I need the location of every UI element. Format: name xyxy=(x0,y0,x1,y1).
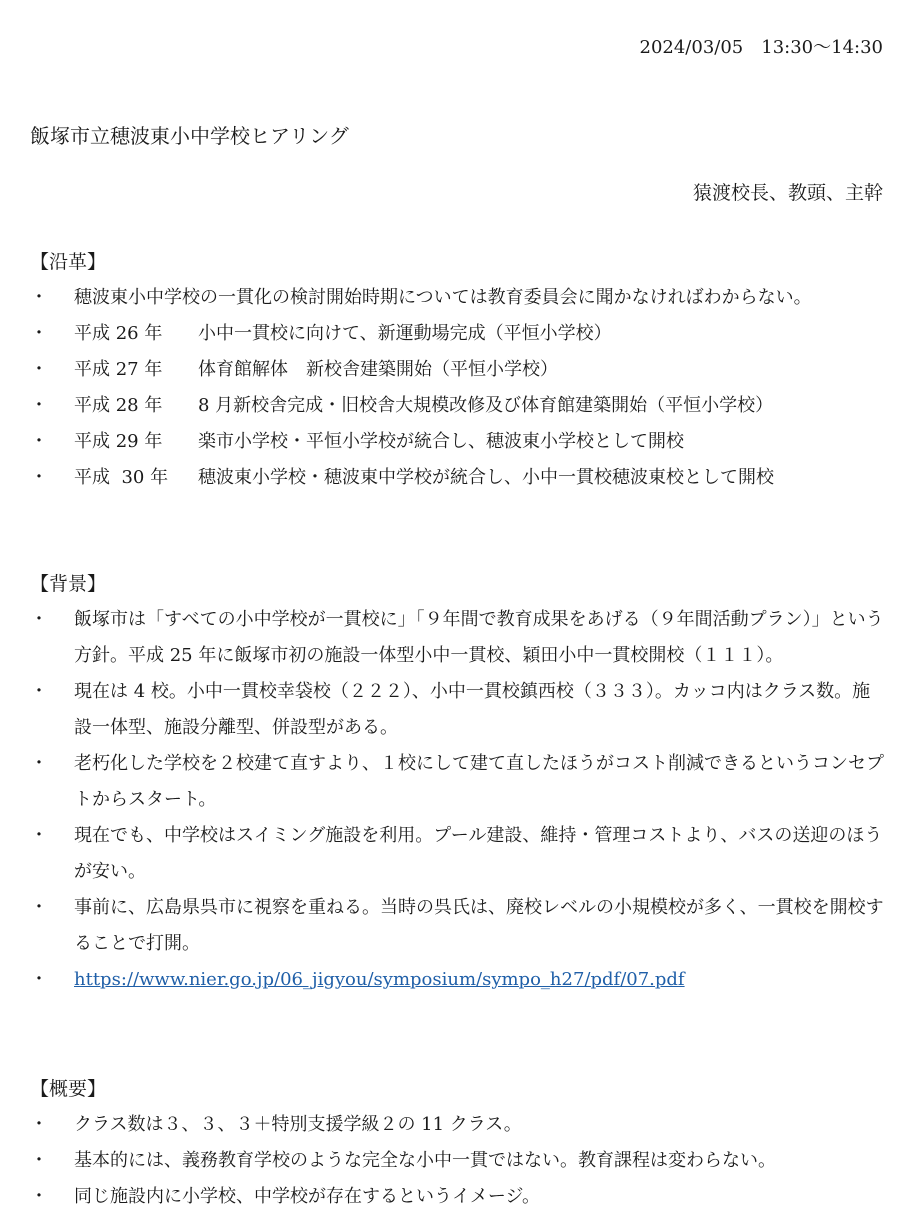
bullet-mark: ・ xyxy=(30,467,48,488)
list-item xyxy=(30,818,886,890)
list-item xyxy=(30,1143,886,1179)
list-item xyxy=(30,1107,886,1143)
list-item xyxy=(30,388,886,424)
overview-text: クラス数は３、３、３＋特別支援学級２の 11 クラス。 xyxy=(74,1114,522,1135)
background-text: 事前に、広島県呉市に視察を重ねる。当時の呉氏は、廃校レベルの小規模校が多く、一貫校を開校することで打開。 xyxy=(74,897,884,954)
list-item xyxy=(30,890,886,962)
bullet-mark: ・ xyxy=(30,753,48,774)
background-text: 飯塚市は「すべての小中学校が一貫校に」「９年間で教育成果をあげる（９年間活動プラン）」という方針。平成 25 年に飯塚市初の施設一体型小中一貫校、穎田小中一貫校開校（１１１）。 xyxy=(74,609,884,666)
list-item xyxy=(30,424,886,460)
meeting-datetime: 2024/03/05 13:30～14:30 xyxy=(639,37,883,58)
document-title: 飯塚市立穂波東小中学校ヒアリング xyxy=(30,124,349,148)
list-item xyxy=(30,316,886,352)
background-heading: 【背景】 xyxy=(30,573,107,595)
history-year: 平成 30 年 xyxy=(74,467,169,488)
list-item xyxy=(30,674,886,746)
history-year: 平成 27 年 xyxy=(74,359,163,380)
reference-link[interactable]: https://www.nier.go.jp/06_jigyou/symposium/sympo_h27/pdf/07.pdf xyxy=(74,969,685,990)
overview-text: 基本的には、義務教育学校のような完全な小中一貫ではない。教育課程は変わらない。 xyxy=(74,1150,776,1171)
list-item xyxy=(30,1179,886,1215)
bullet-mark: ・ xyxy=(30,609,48,630)
history-text: 楽市小学校・平恒小学校が統合し、穂波東小学校として開校 xyxy=(198,431,684,452)
history-year: 平成 29 年 xyxy=(74,431,163,452)
bullet-mark: ・ xyxy=(30,681,48,702)
bullet-mark: ・ xyxy=(30,897,48,918)
history-text: 穂波東小学校・穂波東中学校が統合し、小中一貫校穂波東校として開校 xyxy=(198,467,774,488)
background-text: 現在でも、中学校はスイミング施設を利用。プール建設、維持・管理コストより、バスの送迎のほうが安い。 xyxy=(74,825,883,882)
list-item xyxy=(30,352,886,388)
bullet-mark: ・ xyxy=(30,825,48,846)
history-text: 8 月新校舎完成・旧校舎大規模改修及び体育館建築開始（平恒小学校） xyxy=(198,395,774,416)
attendees: 猿渡校長、教頭、主幹 xyxy=(692,182,883,204)
bullet-mark: ・ xyxy=(30,1114,48,1135)
history-section xyxy=(30,244,886,496)
overview-text: 同じ施設内に小学校、中学校が存在するというイメージ。 xyxy=(74,1186,541,1207)
bullet-mark: ・ xyxy=(30,395,48,416)
history-heading: 【沿革】 xyxy=(30,251,107,273)
background-text: 老朽化した学校を２校建て直すより、１校にして建て直したほうがコスト削減できるというコンセプトからスタート。 xyxy=(74,753,884,810)
bullet-mark: ・ xyxy=(30,969,48,990)
history-list xyxy=(30,280,886,496)
background-text: 現在は 4 校。小中一貫校幸袋校（２２２）、小中一貫校鎮西校（３３３）。カッコ内はクラス数。施設一体型、施設分離型、併設型がある。 xyxy=(74,681,871,738)
list-item xyxy=(30,280,886,316)
history-text: 体育館解体 新校舎建築開始（平恒小学校） xyxy=(198,359,558,380)
overview-section xyxy=(30,1071,886,1215)
list-item xyxy=(30,962,886,998)
bullet-mark: ・ xyxy=(30,287,48,308)
overview-heading: 【概要】 xyxy=(30,1078,107,1100)
bullet-mark: ・ xyxy=(30,359,48,380)
background-section xyxy=(30,566,886,998)
bullet-mark: ・ xyxy=(30,1150,48,1171)
history-year: 平成 26 年 xyxy=(74,323,163,344)
background-list xyxy=(30,602,886,998)
bullet-mark: ・ xyxy=(30,431,48,452)
bullet-mark: ・ xyxy=(30,323,48,344)
list-item xyxy=(30,460,886,496)
history-year: 平成 28 年 xyxy=(74,395,163,416)
list-item xyxy=(30,602,886,674)
overview-list xyxy=(30,1107,886,1215)
list-item xyxy=(30,746,886,818)
bullet-mark: ・ xyxy=(30,1186,48,1207)
history-intro: 穂波東小中学校の一貫化の検討開始時期については教育委員会に聞かなければわからない。 xyxy=(74,287,812,308)
history-text: 小中一貫校に向けて、新運動場完成（平恒小学校） xyxy=(198,323,612,344)
